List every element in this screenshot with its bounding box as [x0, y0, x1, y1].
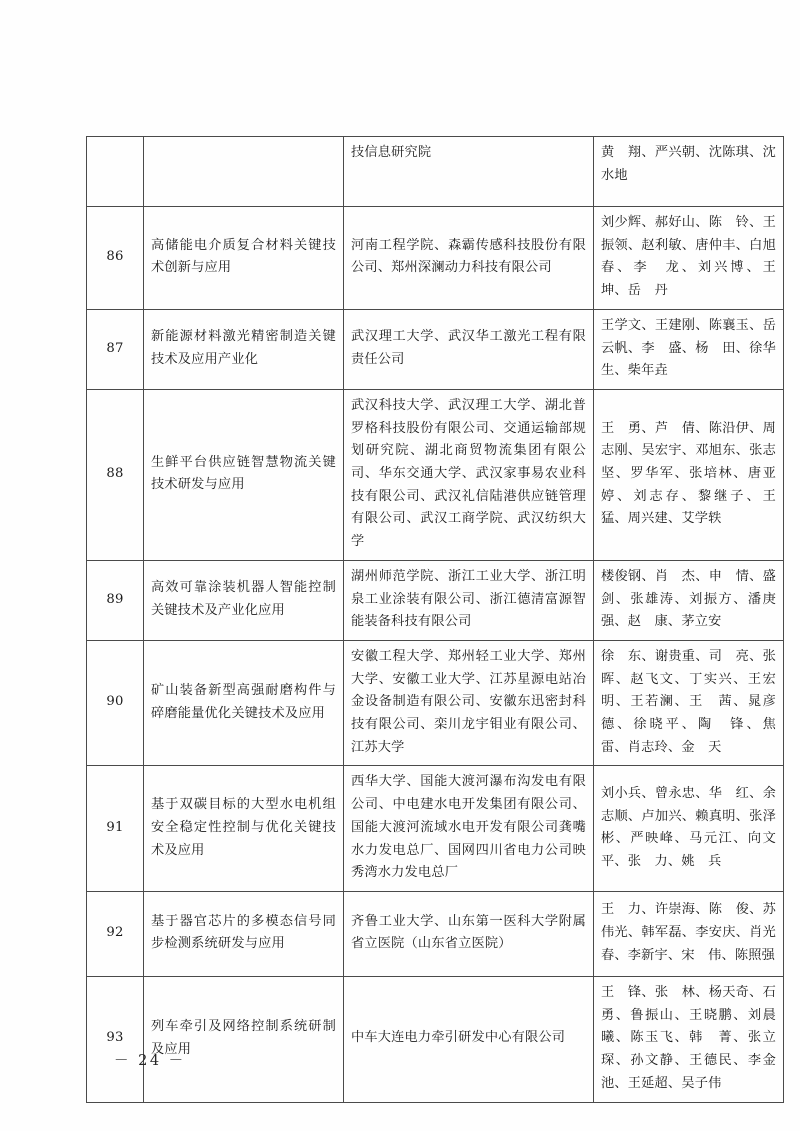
project-units-cell [344, 640, 594, 766]
project-people-cell [594, 766, 784, 892]
project-units: 技信息研究院 [351, 145, 432, 160]
row-number-cell [87, 389, 144, 560]
project-people-cell [594, 640, 790, 766]
row-number-cell [87, 207, 144, 310]
project-title: 基于器官芯片的多模态信号同步检测系统研发与应用 [151, 913, 336, 952]
table-row [87, 389, 784, 560]
row-number: 90 [106, 694, 124, 710]
award-projects-table [86, 136, 790, 1103]
project-units: 湖州师范学院、浙江工业大学、浙江明泉工业涂装有限公司、浙江德清富源智能装备科技有限公司 [351, 568, 586, 630]
table-row [87, 891, 784, 976]
project-units-cell [344, 137, 594, 207]
project-people: 楼俊钢、肖 杰、申 情、盛 剑、张雄涛、刘振方、潘庚强、赵 康、茅立安 [601, 568, 790, 630]
table-row [87, 640, 784, 766]
project-units-cell [344, 309, 594, 389]
project-units: 西华大学、国能大渡河瀑布沟发电有限公司、中电建水电开发集团有限公司、国能大渡河流域水电开发有限公司龚嘴水力发电总厂、国网四川省电力公司映秀湾水力发电总厂 [351, 774, 586, 881]
project-title: 列车牵引及网络控制系统研制及应用 [151, 1019, 336, 1057]
project-units: 河南工程学院、森霸传感科技股份有限公司、郑州深澜动力科技有限公司 [351, 237, 586, 276]
row-number: 89 [106, 591, 124, 607]
project-people: 王 锋、张 林、杨天奇、石 勇、鲁振山、王晓鹏、刘晨曦、陈玉飞、韩 菁、张立琛、孙文静、王德民、李金池、王延超、吴子伟 [601, 984, 790, 1091]
project-title-cell [144, 766, 344, 892]
table-row [87, 207, 784, 310]
project-people-cell [594, 389, 790, 560]
project-units-cell [344, 891, 594, 976]
row-number-cell [87, 766, 144, 892]
project-people: 王 勇、芦 倩、陈沿伊、周志刚、吴宏宇、邓旭东、张志坚、罗华军、张培林、唐亚婷、刘志存、黎继子、王 猛、周兴建、艾学轶 [601, 420, 790, 527]
project-people-cell [594, 207, 790, 310]
project-units-cell [344, 389, 594, 560]
table-row [87, 766, 784, 892]
project-title-cell [144, 891, 344, 976]
project-units: 齐鲁工业大学、山东第一医科大学附属省立医院（山东省立医院） [351, 913, 586, 952]
project-title-cell [144, 560, 344, 640]
project-title: 高效可靠涂装机器人智能控制关键技术及产业化应用 [151, 580, 336, 618]
project-title-cell [144, 137, 344, 207]
project-people-cell [594, 309, 784, 389]
table-body [87, 137, 790, 1103]
project-title: 基于双碳目标的大型水电机组安全稳定性控制与优化关键技术及应用 [151, 797, 336, 858]
page-number: － 24 － [114, 1053, 186, 1069]
project-people: 黄 翔、严兴朝、沈陈琪、沈水地 [601, 145, 776, 183]
project-units: 武汉理工大学、武汉华工激光工程有限责任公司 [351, 329, 586, 367]
project-units: 武汉科技大学、武汉理工大学、湖北普罗格科技股份有限公司、交通运输部规划研究院、湖北商贸物流集团有限公司、华东交通大学、武汉家事易农业科技有限公司、武汉礼信陆港供应链管理有限公司、武汉工商学院、武汉纺织大学 [351, 397, 586, 550]
row-number-cell [87, 309, 144, 389]
project-people-cell [594, 976, 790, 1102]
row-number: 86 [106, 249, 124, 265]
row-number-cell [87, 560, 144, 640]
project-units: 中车大连电力牵引研发中心有限公司 [351, 1030, 566, 1046]
project-people: 刘小兵、曾永忠、华 红、余志顺、卢加兴、赖真明、张泽彬、严映峰、马元江、向文平、张 力、姚 兵 [601, 785, 776, 869]
table-row [87, 560, 784, 640]
project-title-cell [144, 207, 344, 310]
project-units-cell [344, 766, 594, 892]
project-units-cell [344, 560, 594, 640]
project-units-cell [344, 207, 594, 310]
project-title: 新能源材料激光精密制造关键技术及应用产业化 [151, 329, 336, 367]
project-people: 王学文、王建刚、陈襄玉、岳云帆、李 盛、杨 田、徐华生、柴年垚 [601, 317, 776, 379]
row-number: 88 [106, 466, 124, 482]
project-title: 生鲜平台供应链智慧物流关键技术研发与应用 [151, 454, 336, 493]
table-row [87, 309, 784, 389]
project-people-cell [594, 560, 790, 640]
project-units-cell [344, 976, 594, 1102]
project-people: 刘少辉、郝好山、陈 铃、王振领、赵利敏、唐仲丰、白旭春、李 龙、刘兴博、王 坤、岳 丹 [601, 215, 790, 299]
row-number: 92 [106, 925, 124, 941]
project-people: 王 力、许崇海、陈 俊、苏伟光、韩军磊、李安庆、肖光春、李新宇、宋 伟、陈照强 [601, 902, 776, 963]
project-title: 高储能电介质复合材料关键技术创新与应用 [151, 237, 336, 276]
row-number: 93 [106, 1030, 124, 1046]
table-row [87, 976, 784, 1102]
row-number-cell [87, 640, 144, 766]
row-number-cell [87, 137, 144, 207]
project-people-cell [594, 891, 784, 976]
row-number-cell [87, 891, 144, 976]
table-row [87, 137, 784, 207]
row-number-cell [87, 976, 144, 1102]
project-title-cell [144, 309, 344, 389]
project-title-cell [144, 640, 344, 766]
row-number: 87 [106, 340, 124, 356]
project-title-cell [144, 976, 344, 1102]
project-people: 徐 东、谢贵重、司 亮、张 晖、赵飞文、丁实兴、王宏明、王若澜、王 茜、晁彦德、徐晓平、陶 锋、焦 雷、肖志玲、金 天 [601, 648, 790, 755]
project-people-cell [594, 137, 784, 207]
project-title: 矿山装备新型高强耐磨构件与碎磨能量优化关键技术及应用 [151, 683, 336, 721]
project-title-cell [144, 389, 344, 560]
project-units: 安徽工程大学、郑州轻工业大学、郑州大学、安徽工业大学、江苏星源电站冶金设备制造有限公司、安徽东迅密封科技有限公司、栾川龙宇钼业有限公司、江苏大学 [351, 648, 586, 755]
row-number: 91 [106, 819, 124, 835]
